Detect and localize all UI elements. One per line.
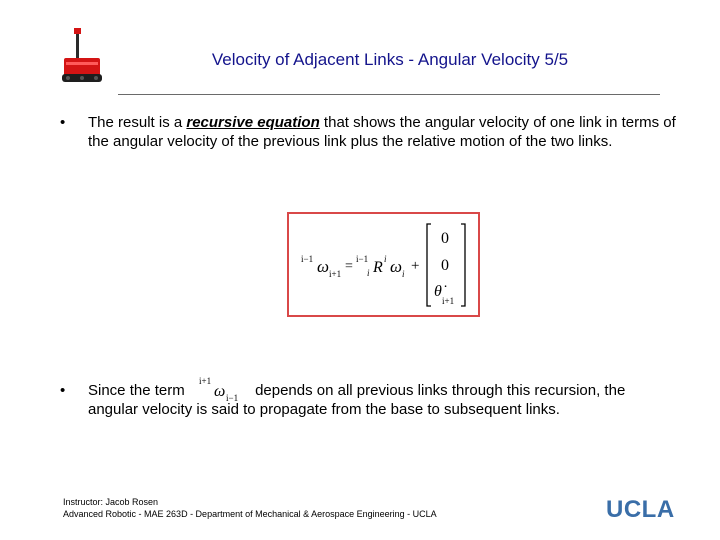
footer-instructor: Instructor: Jacob Rosen	[63, 497, 159, 507]
lhs-subscript: i+1	[329, 269, 342, 279]
rotation-superscript: i	[384, 254, 387, 264]
plus-sign: +	[411, 258, 420, 274]
equation-box	[287, 212, 480, 317]
title-divider	[118, 94, 660, 95]
inline-pre-superscript: i+1	[198, 376, 211, 386]
inline-omega-term	[189, 376, 251, 403]
bullet-marker: •	[60, 382, 66, 399]
lhs-pre-superscript: i−1	[301, 254, 314, 264]
bullet-text-end: depends on all previous links through this recursion, the angular velocity is said to propagate from the base to subsequent links.	[88, 382, 626, 418]
robot-logo	[60, 28, 106, 90]
rotation-pre-superscript: i−1	[356, 254, 369, 264]
robot-head	[74, 28, 81, 34]
robot-arm	[76, 34, 79, 62]
left-bracket	[427, 224, 431, 306]
bullet-text-end: that shows the angular velocity of one link in terms of the angular velocity of the previous link plus the relative motion of the two links.	[88, 114, 676, 150]
ucla-logo: UCLA	[606, 496, 675, 523]
vector-entry-1: 0	[441, 230, 449, 247]
bullet-text-start: The result is a	[88, 114, 187, 131]
equals-sign: =	[345, 259, 353, 274]
vector-entry-2: 0	[441, 257, 449, 274]
omega-subscript: i	[402, 269, 405, 279]
bullet-propagation	[60, 376, 678, 419]
bullet-text-start: Since the term	[88, 382, 185, 399]
footer-course: Advanced Robotic - MAE 263D - Department of Mechanical & Aerospace Engineering - UCLA	[63, 509, 437, 519]
robot-body	[64, 58, 100, 76]
rotation-pre-subscript: i	[367, 268, 370, 278]
slide-title: Velocity of Adjacent Links - Angular Velocity 5/5	[211, 50, 569, 69]
vector-subscript: i+1	[442, 296, 455, 306]
footer	[63, 496, 437, 520]
inline-omega: ω	[213, 383, 226, 400]
emphasis-recursive-equation: recursive equation	[186, 114, 320, 131]
omega-i: ω	[390, 257, 403, 276]
angular-velocity-equation	[289, 214, 478, 315]
bullet-recursive-equation	[60, 113, 678, 151]
rotation-matrix-symbol: R	[373, 259, 383, 276]
right-bracket	[461, 224, 465, 306]
inline-subscript: i−1	[225, 393, 238, 403]
lhs-omega: ω	[317, 257, 330, 276]
bullet-marker: •	[60, 114, 66, 131]
vector-entry-3: θ̇	[434, 283, 442, 300]
